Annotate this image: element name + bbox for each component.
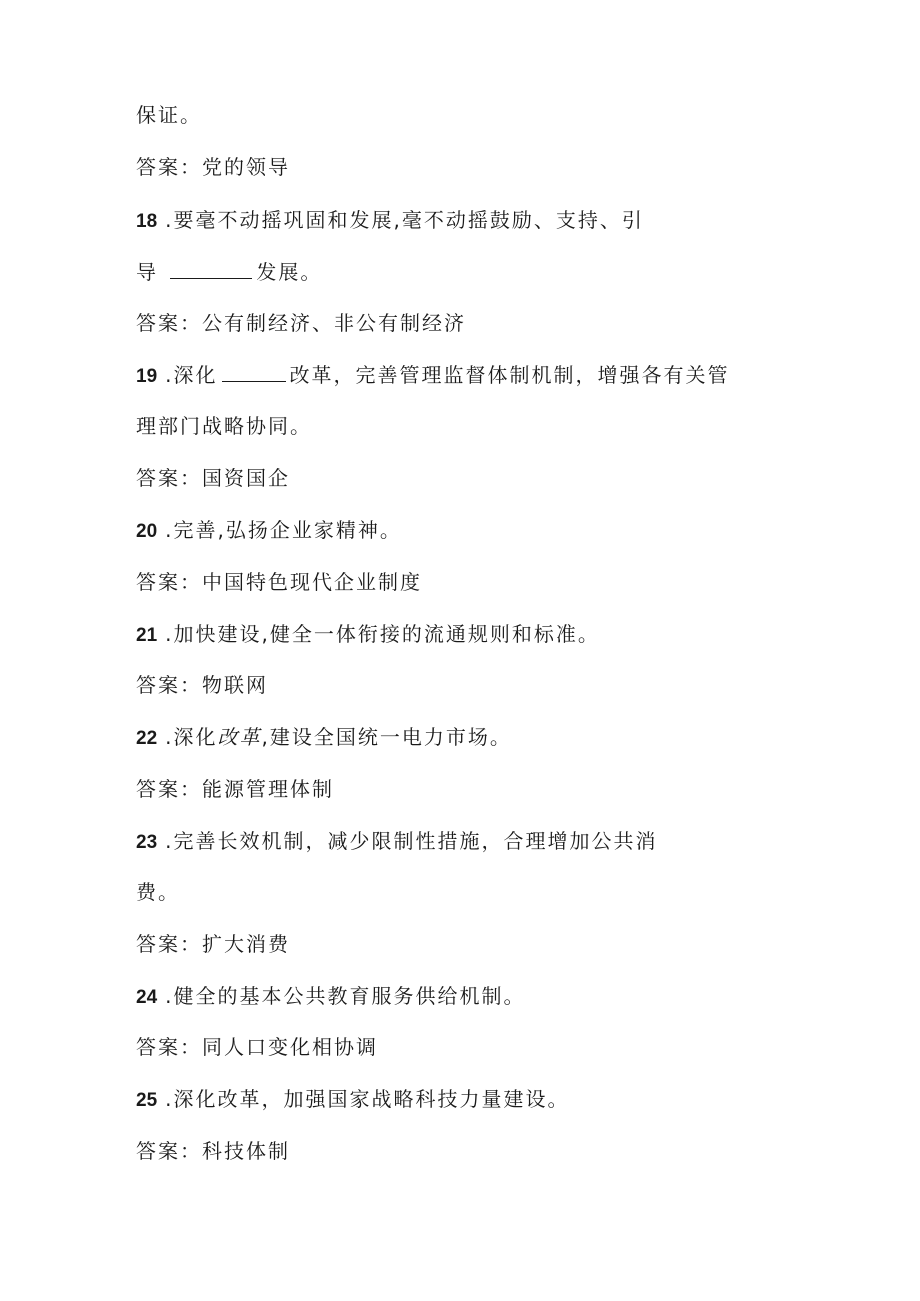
question-number: 25 bbox=[136, 1090, 158, 1111]
answer-text: 答案：能源管理体制 bbox=[136, 777, 334, 801]
answer-text: 答案：科技体制 bbox=[136, 1139, 290, 1163]
question-19-continuation bbox=[136, 411, 312, 441]
question-24 bbox=[136, 981, 526, 1011]
question-21-answer bbox=[136, 670, 268, 700]
question-22-answer bbox=[136, 774, 334, 804]
question-17-continuation bbox=[136, 100, 202, 130]
question-18 bbox=[136, 205, 644, 235]
question-23-continuation bbox=[136, 877, 180, 907]
question-18-answer bbox=[136, 308, 466, 338]
question-text: .健全的基本公共教育服务供给机制。 bbox=[165, 984, 526, 1008]
question-text: .加快建设,健全一体衔接的流通规则和标准。 bbox=[165, 622, 600, 646]
question-number: 24 bbox=[136, 987, 158, 1008]
question-text: .完善,弘扬企业家精神。 bbox=[165, 518, 402, 542]
answer-text: 答案：扩大消费 bbox=[136, 932, 290, 956]
question-number: 18 bbox=[136, 211, 158, 232]
question-20 bbox=[136, 515, 402, 545]
question-number: 21 bbox=[136, 625, 158, 646]
question-text: 改革，完善管理监督体制机制，增强各有关管 bbox=[289, 363, 730, 387]
answer-text: 答案：物联网 bbox=[136, 673, 268, 697]
question-18-continuation bbox=[136, 257, 322, 287]
question-20-answer bbox=[136, 567, 422, 597]
question-text: .深化改革，加强国家战略科技力量建设。 bbox=[165, 1087, 570, 1111]
answer-text: 答案：党的领导 bbox=[136, 155, 290, 179]
question-19-answer bbox=[136, 463, 290, 493]
fill-in-blank bbox=[222, 361, 286, 382]
answer-text: 答案：同人口变化相协调 bbox=[136, 1035, 378, 1059]
answer-text: 答案：国资国企 bbox=[136, 466, 290, 490]
question-text: 发展。 bbox=[256, 260, 323, 284]
question-25 bbox=[136, 1084, 570, 1114]
question-23 bbox=[136, 826, 658, 856]
question-number: 20 bbox=[136, 521, 158, 542]
question-text: 导 bbox=[136, 260, 158, 284]
question-22 bbox=[136, 722, 512, 752]
question-text: .深化 bbox=[165, 363, 218, 387]
question-19 bbox=[136, 360, 730, 390]
answer-text: 答案：公有制经济、非公有制经济 bbox=[136, 311, 466, 335]
question-21 bbox=[136, 619, 600, 649]
question-number: 22 bbox=[136, 728, 158, 749]
question-text: 费。 bbox=[136, 880, 180, 904]
answer-text: 答案：中国特色现代企业制度 bbox=[136, 570, 422, 594]
text: 保证。 bbox=[136, 103, 202, 127]
question-text: 理部门战略协同。 bbox=[136, 414, 312, 438]
question-number: 23 bbox=[136, 832, 158, 853]
question-23-answer bbox=[136, 929, 290, 959]
question-text: 改革 bbox=[217, 725, 262, 749]
question-24-answer bbox=[136, 1032, 378, 1062]
question-text: ,建设全国统一电力市场。 bbox=[261, 725, 512, 749]
question-text: .深化 bbox=[165, 725, 218, 749]
fill-in-blank bbox=[170, 258, 252, 279]
question-25-answer bbox=[136, 1136, 290, 1166]
question-text: .要毫不动摇巩固和发展,毫不动摇鼓励、支持、引 bbox=[165, 208, 644, 232]
question-text: .完善长效机制，减少限制性措施，合理增加公共消 bbox=[165, 829, 658, 853]
question-number: 19 bbox=[136, 366, 158, 387]
question-17-answer bbox=[136, 152, 290, 182]
